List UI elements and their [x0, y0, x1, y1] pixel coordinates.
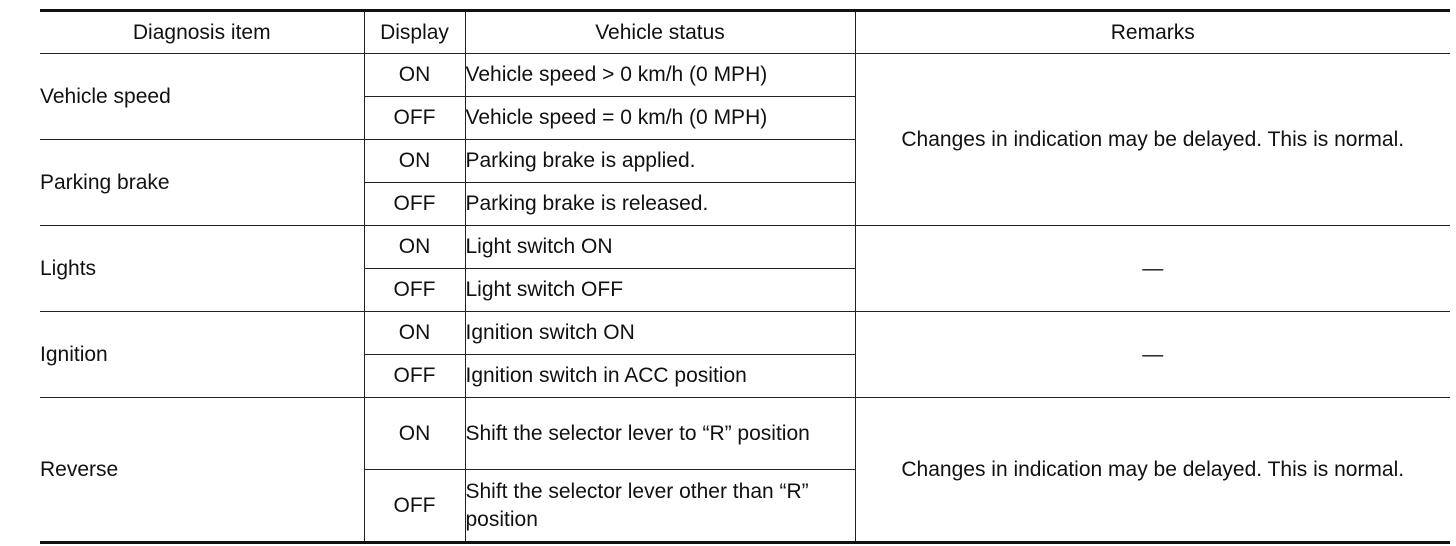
diagnosis-item-reverse: Reverse: [40, 398, 364, 543]
header-vehicle-status: Vehicle status: [465, 11, 855, 54]
remarks-ignition: —: [855, 312, 1450, 398]
remarks-speed-brake: Changes in indication may be delayed. This is normal.: [855, 54, 1450, 226]
display-value: ON: [364, 54, 465, 97]
remarks-reverse: Changes in indication may be delayed. This is normal.: [855, 398, 1450, 543]
remarks-lights: —: [855, 226, 1450, 312]
display-value: ON: [364, 312, 465, 355]
header-diagnosis-item: Diagnosis item: [40, 11, 364, 54]
vehicle-status: Ignition switch ON: [465, 312, 855, 355]
diagnosis-item-lights: Lights: [40, 226, 364, 312]
diagnosis-item-parking-brake: Parking brake: [40, 140, 364, 226]
display-value: ON: [364, 398, 465, 470]
display-value: OFF: [364, 97, 465, 140]
display-value: OFF: [364, 269, 465, 312]
vehicle-status: Light switch ON: [465, 226, 855, 269]
diagnosis-table: [40, 9, 1450, 544]
display-value: ON: [364, 140, 465, 183]
header-remarks: Remarks: [855, 11, 1450, 54]
vehicle-status: Vehicle speed > 0 km/h (0 MPH): [465, 54, 855, 97]
vehicle-status: Shift the selector lever other than “R” position: [465, 470, 855, 543]
vehicle-status: Ignition switch in ACC position: [465, 355, 855, 398]
table-row: [40, 312, 1450, 355]
table-row: [40, 54, 1450, 97]
display-value: OFF: [364, 355, 465, 398]
table-row: [40, 398, 1450, 470]
vehicle-status: Vehicle speed = 0 km/h (0 MPH): [465, 97, 855, 140]
header-row: [40, 11, 1450, 54]
display-value: ON: [364, 226, 465, 269]
header-display: Display: [364, 11, 465, 54]
display-value: OFF: [364, 470, 465, 543]
diagnosis-item-ignition: Ignition: [40, 312, 364, 398]
vehicle-status: Parking brake is released.: [465, 183, 855, 226]
table-row: [40, 226, 1450, 269]
vehicle-status: Light switch OFF: [465, 269, 855, 312]
diagnosis-item-vehicle-speed: Vehicle speed: [40, 54, 364, 140]
display-value: OFF: [364, 183, 465, 226]
vehicle-status: Shift the selector lever to “R” position: [465, 398, 855, 470]
vehicle-status: Parking brake is applied.: [465, 140, 855, 183]
